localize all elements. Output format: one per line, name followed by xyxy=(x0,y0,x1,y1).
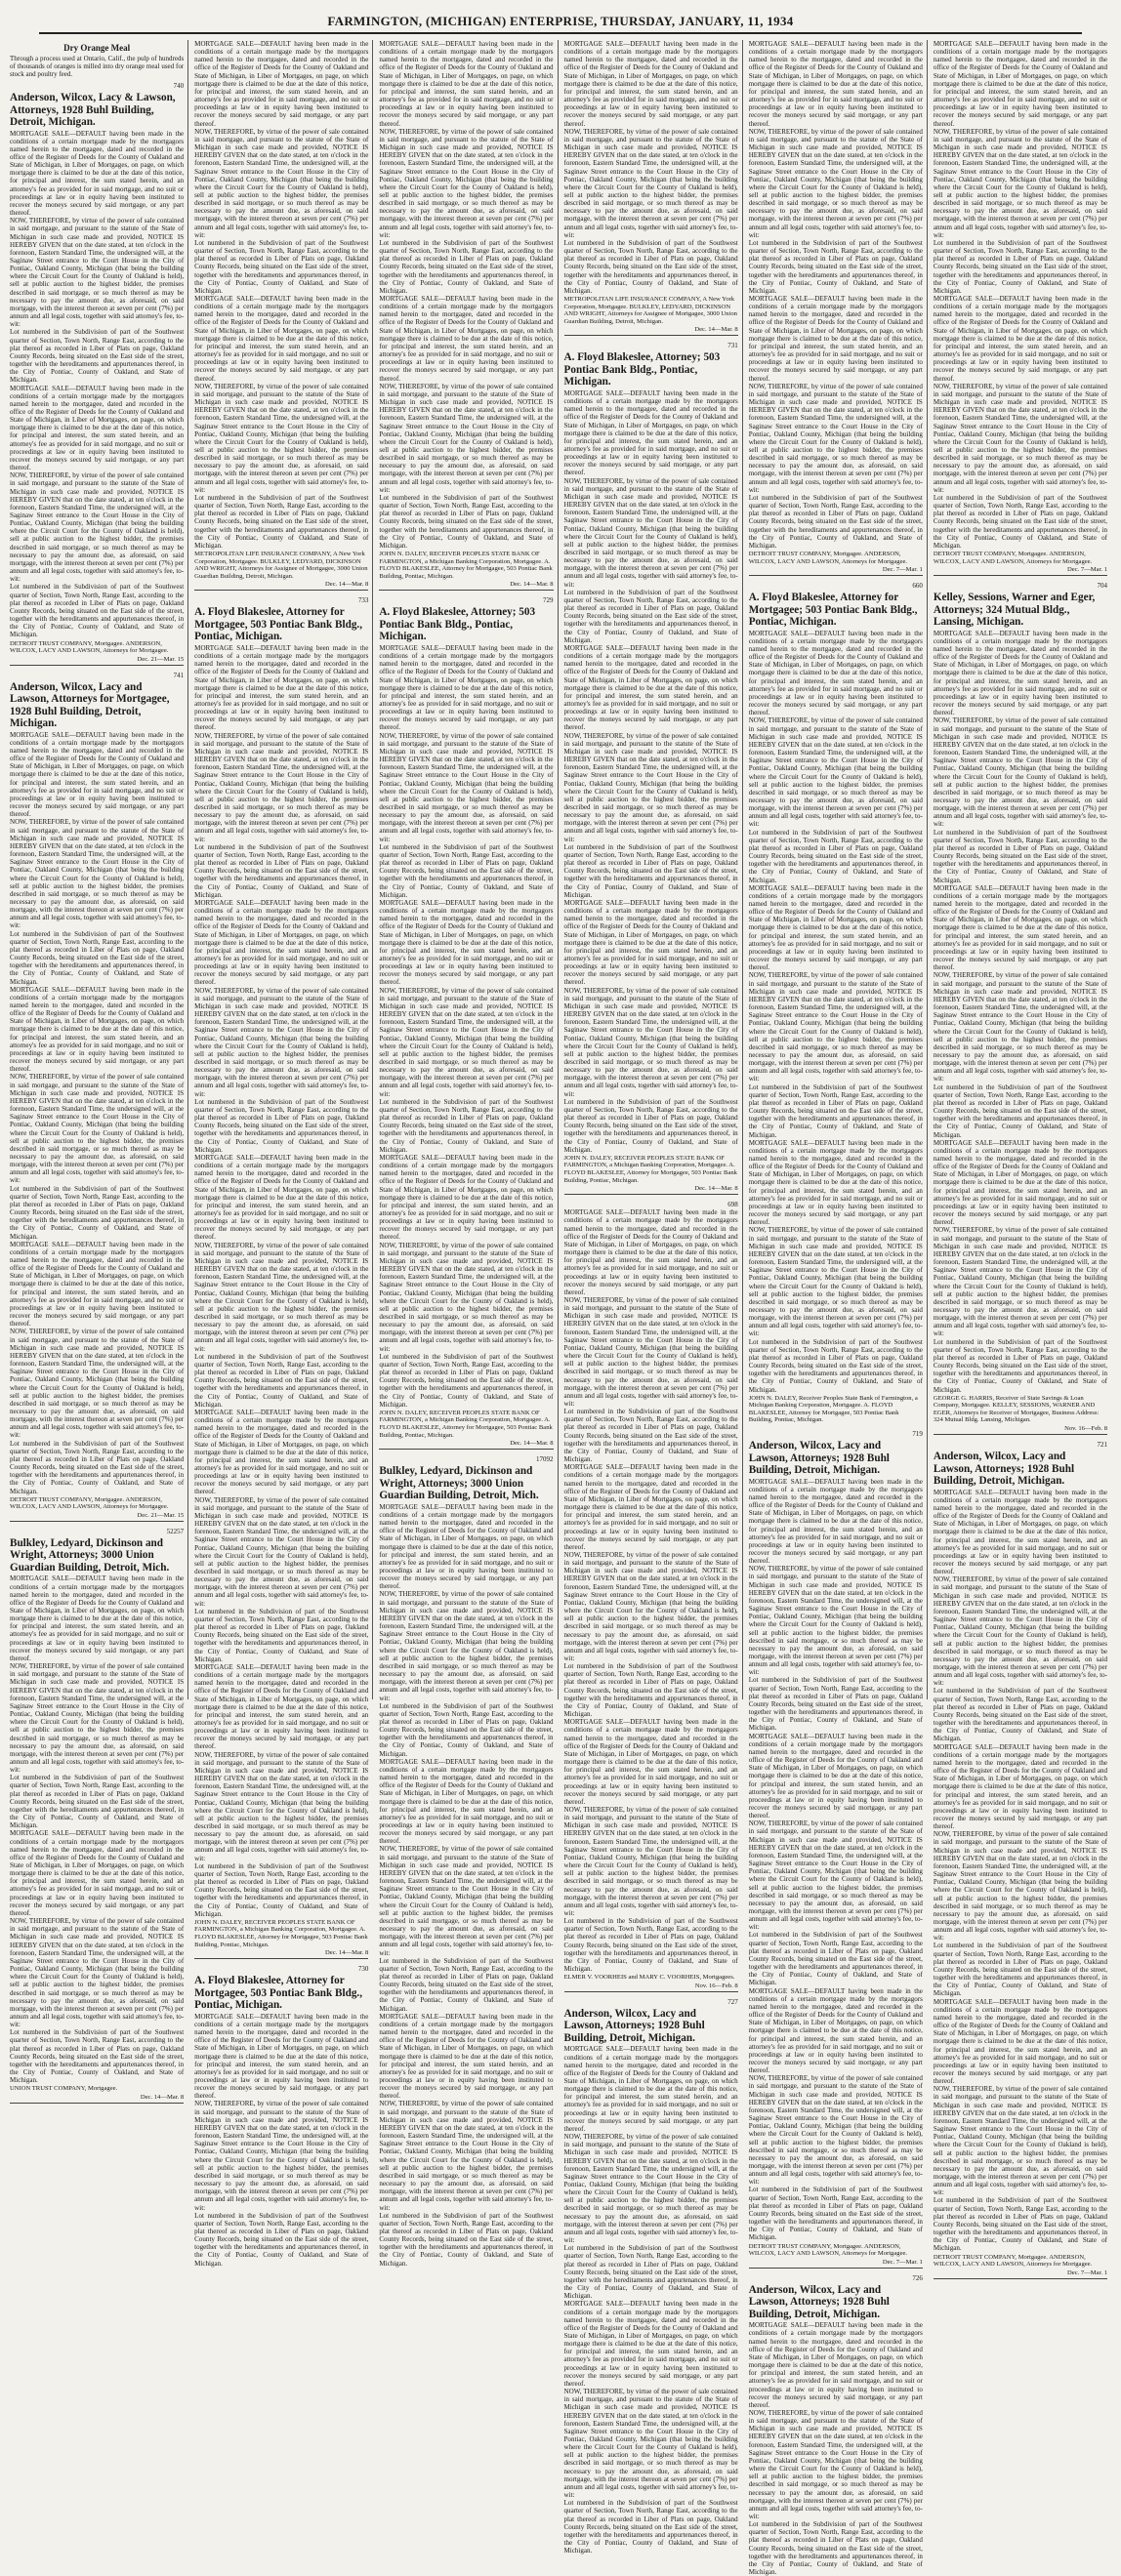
column-3 xyxy=(379,40,558,2268)
notice-body: Lot numbered in the Subdivision of part of the Southwest quarter of Section, Town North, Range East, according to the plat thereof as recorded in Liber of Plats on page, Oakland County Records, being situated on the East side of the street, together with the hereditaments and appurtenances thereof, in the City of Pontiac, County of Oakland, and State of Michigan. xyxy=(10,2028,185,2085)
notice-body: Lot numbered in the Subdivision of part of the Southwest quarter of Section, Town North, Range East, according to the plat thereof as recorded in Liber of Plats on page, Oakland County Records, being situated on the East side of the street, together with the hereditaments and appurtenances thereof, in the City of Pontiac, County of Oakland, and State of Michigan. xyxy=(748,1337,923,1394)
legal-notice xyxy=(194,596,368,1959)
notice-body: MORTGAGE SALE—DEFAULT having been made in the conditions of a certain mortgage made by the mortgagors named herein to the mortgagee, dated and recorded in the office of the Register of Deeds for the County of Oakland and State of Michigan, in Liber of Mortgages, on page, on which mortgage there is claimed to be due at the date of this notice, for principal and interest, the sum stated herein, and an attorney's fee as provided for in said mortgage, and no suit or proceedings at law or in equity having been instituted to recover the moneys secured by said mortgage, or any part thereof. xyxy=(379,1757,554,1846)
notice-body: Lot numbered in the Subdivision of part of the Southwest quarter of Section, Town North, Range East, according to the plat thereof as recorded in Liber of Plats on page, Oakland County Records, being situated on the East side of the street, together with the hereditaments and appurtenances thereof, in the City of Pontiac, County of Oakland, and State of Michigan. xyxy=(194,238,369,295)
legal-notice xyxy=(934,40,1107,576)
notice-body: MORTGAGE SALE—DEFAULT having been made in the conditions of a certain mortgage made by the mortgagors named herein to the mortgagee, dated and recorded in the office of the Register of Deeds for the County of Oakland and State of Michigan, in Liber of Mortgages, on page, on which mortgage there is claimed to be due at the date of this notice, for principal and interest, the sum stated herein, and an attorney's fee as provided for in said mortgage, and no suit or proceedings at law or in equity having been instituted to recover the moneys secured by said mortgage, or any part thereof. xyxy=(933,883,1108,972)
notice-signature: DETROIT TRUST COMPANY, Mortgagee. ANDERSON, WILCOX, LACY AND LAWSON, Attorneys for Mortgagee. xyxy=(933,2253,1093,2269)
notice-body: Lot numbered in the Subdivision of part of the Southwest quarter of Section, Town North, Range East, according to the plat thereof as recorded in Liber of Plats on page, Oakland County Records, being situated on the East side of the street, together with the hereditaments and appurtenances thereof, in the City of Pontiac, County of Oakland, and State of Michigan. xyxy=(10,1774,185,1830)
notice-body: Lot numbered in the Subdivision of part of the Southwest quarter of Section, Town North, Range East, according to the plat thereof as recorded in Liber of Plats on page, Oakland County Records, being situated on the East side of the street, together with the hereditaments and appurtenances thereof, in the City of Pontiac, County of Oakland, and State of Michigan. xyxy=(379,1352,554,1409)
notice-body: NOW, THEREFORE, by virtue of the power of sale contained in said mortgage, and pursuant to the statute of the State of Michigan in such case made and provided, NOTICE IS HEREBY GIVEN that on the date stated, at ten o'clock in the forenoon, Eastern Standard Time, the undersigned will, at the Saginaw Street entrance to the Court House in the City of Pontiac, Oakland County, Michigan (that being the building where the Circuit Court for the County of Oakland is held), sell at public auction to the highest bidder, the premises described in said mortgage, or so much thereof as may be necessary to pay the amount due, as aforesaid, on said mortgage, with the interest thereon at seven per cent (7%) per annum and all legal costs, together with said attorney's fee, to-wit: xyxy=(379,731,554,843)
notice-heading: Bulkley, Ledyard, Dickinson and Wright, Attorneys; 3000 Union Guardian Building, Detroit, Mich. xyxy=(10,1536,170,1574)
notice-body: Lot numbered in the Subdivision of part of the Southwest quarter of Section, Town North, Range East, according to the plat thereof as recorded in Liber of Plats on page, Oakland County Records, being situated on the East side of the street, together with the hereditaments and appurtenances thereof, in the City of Pontiac, County of Oakland, and State of Michigan. xyxy=(933,1337,1108,1394)
notice-body: MORTGAGE SALE—DEFAULT having been made in the conditions of a certain mortgage made by the mortgagors named herein to the mortgagee, dated and recorded in the office of the Register of Deeds for the County of Oakland and State of Michigan, in Liber of Mortgages, on page, on which mortgage there is claimed to be due at the date of this notice, for principal and interest, the sum stated herein, and an attorney's fee as provided for in said mortgage, and no suit or proceedings at law or in equity having been instituted to recover the moneys secured by said mortgage, or any part thereof. xyxy=(10,384,185,472)
notice-body: NOW, THEREFORE, by virtue of the power of sale contained in said mortgage, and pursuant to the statute of the State of Michigan in such case made and provided, NOTICE IS HEREBY GIVEN that on the date stated, at ten o'clock in the forenoon, Eastern Standard Time, the undersigned will, at the Saginaw Street entrance to the Court House in the City of Pontiac, Oakland County, Michigan (that being the building where the Circuit Court for the County of Oakland is held), sell at public auction to the highest bidder, the premises described in said mortgage, or so much thereof as may be necessary to pay the amount due, as aforesaid, on said mortgage, with the interest thereon at seven per cent (7%) per annum and all legal costs, together with said attorney's fee, to-wit: xyxy=(379,1241,554,1353)
notice-body: Lot numbered in the Subdivision of part of the Southwest quarter of Section, Town North, Range East, according to the plat thereof as recorded in Liber of Plats on page, Oakland County Records, being situated on the East side of the street, together with the hereditaments and appurtenances thereof, in the City of Pontiac, County of Oakland, and State of Michigan. xyxy=(379,2211,554,2268)
notice-run-dates: Dec. 14—Mar. 8 xyxy=(10,2094,184,2104)
notice-body: MORTGAGE SALE—DEFAULT having been made in the conditions of a certain mortgage made by the mortgagors named herein to the mortgagee, dated and recorded in the office of the Register of Deeds for the County of Oakland and State of Michigan, in Liber of Mortgages, on page, on which mortgage there is claimed to be due at the date of this notice, for principal and interest, the sum stated herein, and an attorney's fee as provided for in said mortgage, and no suit or proceedings at law or in equity having been instituted to recover the moneys secured by said mortgage, or any part thereof. xyxy=(563,1208,738,1296)
notice-body: Lot numbered in the Subdivision of part of the Southwest quarter of Section, Town North, Range East, according to the plat thereof as recorded in Liber of Plats on page, Oakland County Records, being situated on the East side of the street, together with the hereditaments and appurtenances thereof, in the City of Pontiac, County of Oakland, and State of Michigan. xyxy=(10,583,185,639)
legal-notice xyxy=(749,2274,923,2576)
notice-number: 741 xyxy=(173,671,185,679)
notice-body: Lot numbered in the Subdivision of part of the Southwest quarter of Section, Town North, Range East, according to the plat thereof as recorded in Liber of Plats on page, Oakland County Records, being situated on the East side of the street, together with the hereditaments and appurtenances thereof, in the City of Pontiac, County of Oakland, and State of Michigan. xyxy=(379,238,554,295)
notice-body: MORTGAGE SALE—DEFAULT having been made in the conditions of a certain mortgage made by the mortgagors named herein to the mortgagee, dated and recorded in the office of the Register of Deeds for the County of Oakland and State of Michigan, in Liber of Mortgages, on page, on which mortgage there is claimed to be due at the date of this notice, for principal and interest, the sum stated herein, and an attorney's fee as provided for in said mortgage, and no suit or proceedings at law or in equity having been instituted to recover the moneys secured by said mortgage, or any part thereof. xyxy=(10,985,185,1074)
notice-body: NOW, THEREFORE, by virtue of the power of sale contained in said mortgage, and pursuant to the statute of the State of Michigan in such case made and provided, NOTICE IS HEREBY GIVEN that on the date stated, at ten o'clock in the forenoon, Eastern Standard Time, the undersigned will, at the Saginaw Street entrance to the Court House in the City of Pontiac, Oakland County, Michigan (that being the building where the Circuit Court for the County of Oakland is held), sell at public auction to the highest bidder, the premises described in said mortgage, or so much thereof as may be necessary to pay the amount due, as aforesaid, on said mortgage, with the interest thereon at seven per cent (7%) per annum and all legal costs, together with said attorney's fee, to-wit: xyxy=(194,1241,369,1353)
notice-number: 721 xyxy=(1097,1441,1108,1450)
notice-heading: Kelley, Sessions, Warner and Eger, Attorneys; 324 Mutual Bldg., Lansing, Michigan. xyxy=(933,592,1096,629)
notice-body: NOW, THEREFORE, by virtue of the power of sale contained in said mortgage, and pursuant to the statute of the State of Michigan in such case made and provided, NOTICE IS HEREBY GIVEN that on the date stated, at ten o'clock in the forenoon, Eastern Standard Time, the undersigned will, at the Saginaw Street entrance to the Court House in the City of Pontiac, Oakland County, Michigan (that being the building where the Circuit Court for the County of Oakland is held), sell at public auction to the highest bidder, the premises described in said mortgage, or so much thereof as may be necessary to pay the amount due, as aforesaid, on said mortgage, with the interest thereon at seven per cent (7%) per annum and all legal costs, together with said attorney's fee, to-wit: xyxy=(563,476,738,589)
notice-body: MORTGAGE SALE—DEFAULT having been made in the conditions of a certain mortgage made by the mortgagors named herein to the mortgagee, dated and recorded in the office of the Register of Deeds for the County of Oakland and State of Michigan, in Liber of Mortgages, on page, on which mortgage there is claimed to be due at the date of this notice, for principal and interest, the sum stated herein, and an attorney's fee as provided for in said mortgage, and no suit or proceedings at law or in equity having been instituted to recover the moneys secured by said mortgage, or any part thereof. xyxy=(933,295,1108,383)
legal-notice xyxy=(749,40,923,576)
notice-body: MORTGAGE SALE—DEFAULT having been made in the conditions of a certain mortgage made by the mortgagors named herein to the mortgagee, dated and recorded in the office of the Register of Deeds for the County of Oakland and State of Michigan, in Liber of Mortgages, on page, on which mortgage there is claimed to be due at the date of this notice, for principal and interest, the sum stated herein, and an attorney's fee as provided for in said mortgage, and no suit or proceedings at law or in equity having been instituted to recover the moneys secured by said mortgage, or any part thereof. xyxy=(379,295,554,383)
notice-run-dates: Nov. 16—Feb. 8 xyxy=(564,1983,738,1992)
notice-number: 660 xyxy=(912,582,923,591)
notice-body: NOW, THEREFORE, by virtue of the power of sale contained in said mortgage, and pursuant to the statute of the State of Michigan in such case made and provided, NOTICE IS HEREBY GIVEN that on the date stated, at ten o'clock in the forenoon, Eastern Standard Time, the undersigned will, at the Saginaw Street entrance to the Court House in the City of Pontiac, Oakland County, Michigan (that being the building where the Circuit Court for the County of Oakland is held), sell at public auction to the highest bidder, the premises described in said mortgage, or so much thereof as may be necessary to pay the amount due, as aforesaid, on said mortgage, with the interest thereon at seven per cent (7%) per annum and all legal costs, together with said attorney's fee, to-wit: xyxy=(10,1328,185,1440)
notice-body: NOW, THEREFORE, by virtue of the power of sale contained in said mortgage, and pursuant to the statute of the State of Michigan in such case made and provided, NOTICE IS HEREBY GIVEN that on the date stated, at ten o'clock in the forenoon, Eastern Standard Time, the undersigned will, at the Saginaw Street entrance to the Court House in the City of Pontiac, Oakland County, Michigan (that being the building where the Circuit Court for the County of Oakland is held), sell at public auction to the highest bidder, the premises described in said mortgage, or so much thereof as may be necessary to pay the amount due, as aforesaid, on said mortgage, with the interest thereon at seven per cent (7%) per annum and all legal costs, together with said attorney's fee, to-wit: xyxy=(748,127,923,239)
notice-body: NOW, THEREFORE, by virtue of the power of sale contained in said mortgage, and pursuant to the statute of the State of Michigan in such case made and provided, NOTICE IS HEREBY GIVEN that on the date stated, at ten o'clock in the forenoon, Eastern Standard Time, the undersigned will, at the Saginaw Street entrance to the Court House in the City of Pontiac, Oakland County, Michigan (that being the building where the Circuit Court for the County of Oakland is held), sell at public auction to the highest bidder, the premises described in said mortgage, or so much thereof as may be necessary to pay the amount due, as aforesaid, on said mortgage, with the interest thereon at seven per cent (7%) per annum and all legal costs, together with said attorney's fee, to-wit: xyxy=(194,127,369,239)
notice-signature: JOHN N. DALEY, RECEIVER PEOPLES STATE BANK OF FARMINGTON, a Michigan Banking Corporation, Mortgagee. A. FLOYD BLAKESLEE, Attorney for Mortgagee, 503 Pontiac Bank Building, Pontiac, Michigan. xyxy=(379,1409,553,1439)
short-item-title: Dry Orange Meal xyxy=(63,43,131,53)
notice-number: 740 xyxy=(173,82,185,90)
notice-body: MORTGAGE SALE—DEFAULT having been made in the conditions of a certain mortgage made by the mortgagors named herein to the mortgagee, dated and recorded in the office of the Register of Deeds for the County of Oakland and State of Michigan, in Liber of Mortgages, on page, on which mortgage there is claimed to be due at the date of this notice, for principal and interest, the sum stated herein, and an attorney's fee as provided for in said mortgage, and no suit or proceedings at law or in equity having been instituted to recover the moneys secured by said mortgage, or any part thereof. xyxy=(10,1574,185,1662)
notice-run-dates: Dec. 7—Mar. 1 xyxy=(934,566,1107,576)
notice-signature: UNION TRUST COMPANY, Mortgagee. xyxy=(10,2085,118,2093)
legal-notice xyxy=(379,596,553,1450)
notice-run-dates: Dec. 21—Mar. 15 xyxy=(10,656,184,666)
legal-notice xyxy=(934,582,1107,1435)
notice-heading: A. Floyd Blakeslee, Attorney for Mortgagee, 503 Pontiac Bank Bldg., Pontiac, Michigan. xyxy=(194,1975,363,2012)
notice-body: NOW, THEREFORE, by virtue of the power of sale contained in said mortgage, and pursuant to the statute of the State of Michigan in such case made and provided, NOTICE IS HEREBY GIVEN that on the date stated, at ten o'clock in the forenoon, Eastern Standard Time, the undersigned will, at the Saginaw Street entrance to the Court House in the City of Pontiac, Oakland County, Michigan (that being the building where the Circuit Court for the County of Oakland is held), sell at public auction to the highest bidder, the premises described in said mortgage, or so much thereof as may be necessary to pay the amount due, as aforesaid, on said mortgage, with the interest thereon at seven per cent (7%) per annum and all legal costs, together with said attorney's fee, to-wit: xyxy=(933,2085,1108,2197)
legal-notice xyxy=(749,1430,923,2269)
notice-body: MORTGAGE SALE—DEFAULT having been made in the conditions of a certain mortgage made by the mortgagors named herein to the mortgagee, dated and recorded in the office of the Register of Deeds for the County of Oakland and State of Michigan, in Liber of Mortgages, on page, on which mortgage there is claimed to be due at the date of this notice, for principal and interest, the sum stated herein, and an attorney's fee as provided for in said mortgage, and no suit or proceedings at law or in equity having been instituted to recover the moneys secured by said mortgage, or any part thereof. xyxy=(933,1742,1108,1831)
notice-body: MORTGAGE SALE—DEFAULT having been made in the conditions of a certain mortgage made by the mortgagors named herein to the mortgagee, dated and recorded in the office of the Register of Deeds for the County of Oakland and State of Michigan, in Liber of Mortgages, on page, on which mortgage there is claimed to be due at the date of this notice, for principal and interest, the sum stated herein, and an attorney's fee as provided for in said mortgage, and no suit or proceedings at law or in equity having been instituted to recover the moneys secured by said mortgage, or any part thereof. xyxy=(563,1718,738,1806)
notice-body: NOW, THEREFORE, by virtue of the power of sale contained in said mortgage, and pursuant to the statute of the State of Michigan in such case made and provided, NOTICE IS HEREBY GIVEN that on the date stated, at ten o'clock in the forenoon, Eastern Standard Time, the undersigned will, at the Saginaw Street entrance to the Court House in the City of Pontiac, Oakland County, Michigan (that being the building where the Circuit Court for the County of Oakland is held), sell at public auction to the highest bidder, the premises described in said mortgage, or so much thereof as may be necessary to pay the amount due, as aforesaid, on said mortgage, with the interest thereon at seven per cent (7%) per annum and all legal costs, together with said attorney's fee, to-wit: xyxy=(933,382,1108,494)
notice-signature: DETROIT TRUST COMPANY, Mortgagee. ANDERSON, WILCOX, LACY AND LAWSON, Attorneys for Mortgagee. xyxy=(933,551,1093,565)
notice-signature: DETROIT TRUST COMPANY, Mortgagee. ANDERSON, WILCOX, LACY AND LAWSON, Attorneys for Mortgagee. xyxy=(10,639,169,655)
notice-body: Lot numbered in the Subdivision of part of the Southwest quarter of Section, Town North, Range East, according to the plat thereof as recorded in Liber of Plats on page, Oakland County Records, being situated on the East side of the street, together with the hereditaments and appurtenances thereof, in the City of Pontiac, County of Oakland, and State of Michigan. xyxy=(10,328,185,385)
notice-body: NOW, THEREFORE, by virtue of the power of sale contained in said mortgage, and pursuant to the statute of the State of Michigan in such case made and provided, NOTICE IS HEREBY GIVEN that on the date stated, at ten o'clock in the forenoon, Eastern Standard Time, the undersigned will, at the Saginaw Street entrance to the Court House in the City of Pontiac, Oakland County, Michigan (that being the building where the Circuit Court for the County of Oakland is held), sell at public auction to the highest bidder, the premises described in said mortgage, or so much thereof as may be necessary to pay the amount due, as aforesaid, on said mortgage, with the interest thereon at seven per cent (7%) per annum and all legal costs, together with said attorney's fee, to-wit: xyxy=(379,382,554,494)
notice-body: NOW, THEREFORE, by virtue of the power of sale contained in said mortgage, and pursuant to the statute of the State of Michigan in such case made and provided, NOTICE IS HEREBY GIVEN that on the date stated, at ten o'clock in the forenoon, Eastern Standard Time, the undersigned will, at the Saginaw Street entrance to the Court House in the City of Pontiac, Oakland County, Michigan (that being the building where the Circuit Court for the County of Oakland is held), sell at public auction to the highest bidder, the premises described in said mortgage, or so much thereof as may be necessary to pay the amount due, as aforesaid, on said mortgage, with the interest thereon at seven per cent (7%) per annum and all legal costs, together with said attorney's fee, to-wit: xyxy=(933,1226,1108,1338)
notice-body: MORTGAGE SALE—DEFAULT having been made in the conditions of a certain mortgage made by the mortgagors named herein to the mortgagee, dated and recorded in the office of the Register of Deeds for the County of Oakland and State of Michigan, in Liber of Mortgages, on page, on which mortgage there is claimed to be due at the date of this notice, for principal and interest, the sum stated herein, and an attorney's fee as provided for in said mortgage, and no suit or proceedings at law or in equity having been instituted to recover the moneys secured by said mortgage, or any part thereof. xyxy=(748,1477,923,1566)
notice-body: Lot numbered in the Subdivision of part of the Southwest quarter of Section, Town North, Range East, according to the plat thereof as recorded in Liber of Plats on page, Oakland County Records, being situated on the East side of the street, together with the hereditaments and appurtenances thereof, in the City of Pontiac, County of Oakland, and State of Michigan. xyxy=(933,238,1108,295)
notice-body: Lot numbered in the Subdivision of part of the Southwest quarter of Section, Town North, Range East, according to the plat thereof as recorded in Liber of Plats on page, Oakland County Records, being situated on the East side of the street, together with the hereditaments and appurtenances thereof, in the City of Pontiac, County of Oakland, and State of Michigan. xyxy=(933,828,1108,884)
notice-body: NOW, THEREFORE, by virtue of the power of sale contained in said mortgage, and pursuant to the statute of the State of Michigan in such case made and provided, NOTICE IS HEREBY GIVEN that on the date stated, at ten o'clock in the forenoon, Eastern Standard Time, the undersigned will, at the Saginaw Street entrance to the Court House in the City of Pontiac, Oakland County, Michigan (that being the building where the Circuit Court for the County of Oakland is held), sell at public auction to the highest bidder, the premises described in said mortgage, or so much thereof as may be necessary to pay the amount due, as aforesaid, on said mortgage, with the interest thereon at seven per cent (7%) per annum and all legal costs, together with said attorney's fee, to-wit: xyxy=(933,127,1108,239)
notice-body: MORTGAGE SALE—DEFAULT having been made in the conditions of a certain mortgage made by the mortgagors named herein to the mortgagee, dated and recorded in the office of the Register of Deeds for the County of Oakland and State of Michigan, in Liber of Mortgages, on page, on which mortgage there is claimed to be due at the date of this notice, for principal and interest, the sum stated herein, and an attorney's fee as provided for in said mortgage, and no suit or proceedings at law or in equity having been instituted to recover the moneys secured by said mortgage, or any part thereof. xyxy=(379,2012,554,2101)
notice-body: NOW, THEREFORE, by virtue of the power of sale contained in said mortgage, and pursuant to the statute of the State of Michigan in such case made and provided, NOTICE IS HEREBY GIVEN that on the date stated, at ten o'clock in the forenoon, Eastern Standard Time, the undersigned will, at the Saginaw Street entrance to the Court House in the City of Pontiac, Oakland County, Michigan (that being the building where the Circuit Court for the County of Oakland is held), sell at public auction to the highest bidder, the premises described in said mortgage, or so much thereof as may be necessary to pay the amount due, as aforesaid, on said mortgage, with the interest thereon at seven per cent (7%) per annum and all legal costs, together with said attorney's fee, to-wit: xyxy=(748,2408,923,2520)
notice-heading: Anderson, Wilcox, Lacy and Lawson, Attorneys for Mortgagee, 1928 Buhl Building, Detroit, Michigan. xyxy=(10,680,170,730)
notice-body: NOW, THEREFORE, by virtue of the power of sale contained in said mortgage, and pursuant to the statute of the State of Michigan in such case made and provided, NOTICE IS HEREBY GIVEN that on the date stated, at ten o'clock in the forenoon, Eastern Standard Time, the undersigned will, at the Saginaw Street entrance to the Court House in the City of Pontiac, Oakland County, Michigan (that being the building where the Circuit Court for the County of Oakland is held), sell at public auction to the highest bidder, the premises described in said mortgage, or so much thereof as may be necessary to pay the amount due, as aforesaid, on said mortgage, with the interest thereon at seven per cent (7%) per annum and all legal costs, together with said attorney's fee, to-wit: xyxy=(748,2074,923,2187)
notice-body: Lot numbered in the Subdivision of part of the Southwest quarter of Section, Town North, Range East, according to the plat thereof as recorded in Liber of Plats on page, Oakland County Records, being situated on the East side of the street, together with the hereditaments and appurtenances thereof, in the City of Pontiac, County of Oakland, and State of Michigan. xyxy=(563,1408,738,1464)
notice-body: MORTGAGE SALE—DEFAULT having been made in the conditions of a certain mortgage made by the mortgagors named herein to the mortgagee, dated and recorded in the office of the Register of Deeds for the County of Oakland and State of Michigan, in Liber of Mortgages, on page, on which mortgage there is claimed to be due at the date of this notice, for principal and interest, the sum stated herein, and an attorney's fee as provided for in said mortgage, and no suit or proceedings at law or in equity having been instituted to recover the moneys secured by said mortgage, or any part thereof. xyxy=(379,643,554,732)
notice-body: Lot numbered in the Subdivision of part of the Southwest quarter of Section, Town North, Range East, according to the plat thereof as recorded in Liber of Plats on page, Oakland County Records, being situated on the East side of the street, together with the hereditaments and appurtenances thereof, in the City of Pontiac, County of Oakland, and State of Michigan. xyxy=(194,842,369,899)
notice-body: MORTGAGE SALE—DEFAULT having been made in the conditions of a certain mortgage made by the mortgagors named herein to the mortgagee, dated and recorded in the office of the Register of Deeds for the County of Oakland and State of Michigan, in Liber of Mortgages, on page, on which mortgage there is claimed to be due at the date of this notice, for principal and interest, the sum stated herein, and an attorney's fee as provided for in said mortgage, and no suit or proceedings at law or in equity having been instituted to recover the moneys secured by said mortgage, or any part thereof. xyxy=(933,1997,1108,2086)
column-4 xyxy=(563,40,743,2556)
notice-run-dates: Dec. 14—Mar. 8 xyxy=(379,581,553,591)
notice-body: Lot numbered in the Subdivision of part of the Southwest quarter of Section, Town North, Range East, according to the plat thereof as recorded in Liber of Plats on page, Oakland County Records, being situated on the East side of the street, together with the hereditaments and appurtenances thereof, in the City of Pontiac, County of Oakland, and State of Michigan. xyxy=(194,493,369,550)
notice-body: MORTGAGE SALE—DEFAULT having been made in the conditions of a certain mortgage made by the mortgagors named herein to the mortgagee, dated and recorded in the office of the Register of Deeds for the County of Oakland and State of Michigan, in Liber of Mortgages, on page, on which mortgage there is claimed to be due at the date of this notice, for principal and interest, the sum stated herein, and an attorney's fee as provided for in said mortgage, and no suit or proceedings at law or in equity having been instituted to recover the moneys secured by said mortgage, or any part thereof. xyxy=(933,1138,1108,1227)
notice-body: MORTGAGE SALE—DEFAULT having been made in the conditions of a certain mortgage made by the mortgagors named herein to the mortgagee, dated and recorded in the office of the Register of Deeds for the County of Oakland and State of Michigan, in Liber of Mortgages, on page, on which mortgage there is claimed to be due at the date of this notice, for principal and interest, the sum stated herein, and an attorney's fee as provided for in said mortgage, and no suit or proceedings at law or in equity having been instituted to recover the moneys secured by said mortgage, or any part thereof. xyxy=(10,1829,185,1917)
notice-heading: Anderson, Wilcox, Lacy and Lawson, Attorneys; 1928 Buhl Building, Detroit, Michigan. xyxy=(748,1440,890,1477)
notice-body: Lot numbered in the Subdivision of part of the Southwest quarter of Section, Town North, Range East, according to the plat thereof as recorded in Liber of Plats on page, Oakland County Records, being situated on the East side of the street, together with the hereditaments and appurtenances thereof, in the City of Pontiac, County of Oakland, and State of Michigan. xyxy=(933,1942,1108,1998)
notice-body: NOW, THEREFORE, by virtue of the power of sale contained in said mortgage, and pursuant to the statute of the State of Michigan in such case made and provided, NOTICE IS HEREBY GIVEN that on the date stated, at ten o'clock in the forenoon, Eastern Standard Time, the undersigned will, at the Saginaw Street entrance to the Court House in the City of Pontiac, Oakland County, Michigan (that being the building where the Circuit Court for the County of Oakland is held), sell at public auction to the highest bidder, the premises described in said mortgage, or so much thereof as may be necessary to pay the amount due, as aforesaid, on said mortgage, with the interest thereon at seven per cent (7%) per annum and all legal costs, together with said attorney's fee, to-wit: xyxy=(194,382,369,494)
notice-body: MORTGAGE SALE—DEFAULT having been made in the conditions of a certain mortgage made by the mortgagors named herein to the mortgagee, dated and recorded in the office of the Register of Deeds for the County of Oakland and State of Michigan, in Liber of Mortgages, on page, on which mortgage there is claimed to be due at the date of this notice, for principal and interest, the sum stated herein, and an attorney's fee as provided for in said mortgage, and no suit or proceedings at law or in equity having been instituted to recover the moneys secured by said mortgage, or any part thereof. xyxy=(563,40,738,128)
notice-number: 719 xyxy=(912,1430,923,1439)
notice-body: MORTGAGE SALE—DEFAULT having been made in the conditions of a certain mortgage made by the mortgagors named herein to the mortgagee, dated and recorded in the office of the Register of Deeds for the County of Oakland and State of Michigan, in Liber of Mortgages, on page, on which mortgage there is claimed to be due at the date of this notice, for principal and interest, the sum stated herein, and an attorney's fee as provided for in said mortgage, and no suit or proceedings at law or in equity having been instituted to recover the moneys secured by said mortgage, or any part thereof. xyxy=(194,643,369,732)
notice-body: Lot numbered in the Subdivision of part of the Southwest quarter of Section, Town North, Range East, according to the plat thereof as recorded in Liber of Plats on page, Oakland County Records, being situated on the East side of the street, together with the hereditaments and appurtenances thereof, in the City of Pontiac, County of Oakland, and State of Michigan. xyxy=(563,1662,738,1719)
notice-number: 52257 xyxy=(166,1527,185,1535)
notice-body: NOW, THEREFORE, by virtue of the power of sale contained in said mortgage, and pursuant to the statute of the State of Michigan in such case made and provided, NOTICE IS HEREBY GIVEN that on the date stated, at ten o'clock in the forenoon, Eastern Standard Time, the undersigned will, at the Saginaw Street entrance to the Court House in the City of Pontiac, Oakland County, Michigan (that being the building where the Circuit Court for the County of Oakland is held), sell at public auction to the highest bidder, the premises described in said mortgage, or so much thereof as may be necessary to pay the amount due, as aforesaid, on said mortgage, with the interest thereon at seven per cent (7%) per annum and all legal costs, together with said attorney's fee, to-wit: xyxy=(379,2100,554,2212)
notice-body: Lot numbered in the Subdivision of part of the Southwest quarter of Section, Town North, Range East, according to the plat thereof as recorded in Liber of Plats on page, Oakland County Records, being situated on the East side of the street, together with the hereditaments and appurtenances thereof, in the City of Pontiac, County of Oakland, and State of Michigan. xyxy=(10,1184,185,1241)
notice-signature: JOHN N. DALEY, Receiver Peoples State Bank of Farmington, a Michigan Banking Corporation, Mortgagee. A. FLOYD BLAKESLEE, Attorney for Mortgagee, 503 Pontiac Bank Building, Pontiac, Michigan. xyxy=(748,1394,918,1424)
notice-signature: METROPOLITAN LIFE INSURANCE COMPANY, A New York Corporation, Mortgagee. BULKLEY, LEDYARD, DICKINSON AND WRIGHT, Attorneys for Assignee of Mortgagee, 3000 Union Guardian Building, Detroit, Michigan. xyxy=(563,296,737,325)
notice-run-dates: Dec. 7—Mar. 1 xyxy=(749,2259,923,2269)
notice-body: Lot numbered in the Subdivision of part of the Southwest quarter of Section, Town North, Range East, according to the plat thereof as recorded in Liber of Plats on page, Oakland County Records, being situated on the East side of the street, together with the hereditaments and appurtenances thereof, in the City of Pontiac, County of Oakland, and State of Michigan. xyxy=(748,2520,923,2576)
notice-body: NOW, THEREFORE, by virtue of the power of sale contained in said mortgage, and pursuant to the statute of the State of Michigan in such case made and provided, NOTICE IS HEREBY GIVEN that on the date stated, at ten o'clock in the forenoon, Eastern Standard Time, the undersigned will, at the Saginaw Street entrance to the Court House in the City of Pontiac, Oakland County, Michigan (that being the building where the Circuit Court for the County of Oakland is held), sell at public auction to the highest bidder, the premises described in said mortgage, or so much thereof as may be necessary to pay the amount due, as aforesaid, on said mortgage, with the interest thereon at seven per cent (7%) per annum and all legal costs, together with said attorney's fee, to-wit: xyxy=(10,1073,185,1185)
notice-body: NOW, THEREFORE, by virtue of the power of sale contained in said mortgage, and pursuant to the statute of the State of Michigan in such case made and provided, NOTICE IS HEREBY GIVEN that on the date stated, at ten o'clock in the forenoon, Eastern Standard Time, the undersigned will, at the Saginaw Street entrance to the Court House in the City of Pontiac, Oakland County, Michigan (that being the building where the Circuit Court for the County of Oakland is held), sell at public auction to the highest bidder, the premises described in said mortgage, or so much thereof as may be necessary to pay the amount due, as aforesaid, on said mortgage, with the interest thereon at seven per cent (7%) per annum and all legal costs, together with said attorney's fee, to-wit: xyxy=(379,986,554,1098)
notice-body: MORTGAGE SALE—DEFAULT having been made in the conditions of a certain mortgage made by the mortgagors named herein to the mortgagee, dated and recorded in the office of the Register of Deeds for the County of Oakland and State of Michigan, in Liber of Mortgages, on page, on which mortgage there is claimed to be due at the date of this notice, for principal and interest, the sum stated herein, and an attorney's fee as provided for in said mortgage, and no suit or proceedings at law or in equity having been instituted to recover the moneys secured by said mortgage, or any part thereof. xyxy=(194,1408,369,1496)
notice-body: MORTGAGE SALE—DEFAULT having been made in the conditions of a certain mortgage made by the mortgagors named herein to the mortgagee, dated and recorded in the office of the Register of Deeds for the County of Oakland and State of Michigan, in Liber of Mortgages, on page, on which mortgage there is claimed to be due at the date of this notice, for principal and interest, the sum stated herein, and an attorney's fee as provided for in said mortgage, and no suit or proceedings at law or in equity having been instituted to recover the moneys secured by said mortgage, or any part thereof. xyxy=(194,898,369,987)
notice-body: NOW, THEREFORE, by virtue of the power of sale contained in said mortgage, and pursuant to the statute of the State of Michigan in such case made and provided, NOTICE IS HEREBY GIVEN that on the date stated, at ten o'clock in the forenoon, Eastern Standard Time, the undersigned will, at the Saginaw Street entrance to the Court House in the City of Pontiac, Oakland County, Michigan (that being the building where the Circuit Court for the County of Oakland is held), sell at public auction to the highest bidder, the premises described in said mortgage, or so much thereof as may be necessary to pay the amount due, as aforesaid, on said mortgage, with the interest thereon at seven per cent (7%) per annum and all legal costs, together with said attorney's fee, to-wit: xyxy=(933,1830,1108,1942)
notice-body: NOW, THEREFORE, by virtue of the power of sale contained in said mortgage, and pursuant to the statute of the State of Michigan in such case made and provided, NOTICE IS HEREBY GIVEN that on the date stated, at ten o'clock in the forenoon, Eastern Standard Time, the undersigned will, at the Saginaw Street entrance to the Court House in the City of Pontiac, Oakland County, Michigan (that being the building where the Circuit Court for the County of Oakland is held), sell at public auction to the highest bidder, the premises described in said mortgage, or so much thereof as may be necessary to pay the amount due, as aforesaid, on said mortgage, with the interest thereon at seven per cent (7%) per annum and all legal costs, together with said attorney's fee, to-wit: xyxy=(194,1750,369,1862)
notice-run-dates: Dec. 14—Mar. 8 xyxy=(564,1185,738,1195)
notice-body: Lot numbered in the Subdivision of part of the Southwest quarter of Section, Town North, Range East, according to the plat thereof as recorded in Liber of Plats on page, Oakland County Records, being situated on the East side of the street, together with the hereditaments and appurtenances thereof, in the City of Pontiac, County of Oakland, and State of Michigan. xyxy=(933,2196,1108,2253)
notice-signature: DETROIT TRUST COMPANY, Mortgagee. ANDERSON, WILCOX, LACY AND LAWSON, Attorneys for Mortgagee. xyxy=(10,1495,169,1511)
notice-body: NOW, THEREFORE, by virtue of the power of sale contained in said mortgage, and pursuant to the statute of the State of Michigan in such case made and provided, NOTICE IS HEREBY GIVEN that on the date stated, at ten o'clock in the forenoon, Eastern Standard Time, the undersigned will, at the Saginaw Street entrance to the Court House in the City of Pontiac, Oakland County, Michigan (that being the building where the Circuit Court for the County of Oakland is held), sell at public auction to the highest bidder, the premises described in said mortgage, or so much thereof as may be necessary to pay the amount due, as aforesaid, on said mortgage, with the interest thereon at seven per cent (7%) per annum and all legal costs, together with said attorney's fee, to-wit: xyxy=(563,127,738,239)
notice-body: MORTGAGE SALE—DEFAULT having been made in the conditions of a certain mortgage made by the mortgagors named herein to the mortgagee, dated and recorded in the office of the Register of Deeds for the County of Oakland and State of Michigan, in Liber of Mortgages, on page, on which mortgage there is claimed to be due at the date of this notice, for principal and interest, the sum stated herein, and an attorney's fee as provided for in said mortgage, and no suit or proceedings at law or in equity having been instituted to recover the moneys secured by said mortgage, or any part thereof. xyxy=(748,1138,923,1227)
notice-run-dates: Dec. 14—Mar. 8 xyxy=(194,581,368,591)
notice-signature: JOHN N. DALEY, RECEIVER PEOPLES STATE BANK OF FARMINGTON, a Michigan Banking Corporation, Mortgagee. A. FLOYD BLAKESLEE, Attorney for Mortgagee, 503 Pontiac Bank Building, Pontiac, Michigan. xyxy=(379,551,553,580)
notice-body: Lot numbered in the Subdivision of part of the Southwest quarter of Section, Town North, Range East, according to the plat thereof as recorded in Liber of Plats on page, Oakland County Records, being situated on the East side of the street, together with the hereditaments and appurtenances thereof, in the City of Pontiac, County of Oakland, and State of Michigan. xyxy=(379,1956,554,2013)
notice-body: NOW, THEREFORE, by virtue of the power of sale contained in said mortgage, and pursuant to the statute of the State of Michigan in such case made and provided, NOTICE IS HEREBY GIVEN that on the date stated, at ten o'clock in the forenoon, Eastern Standard Time, the undersigned will, at the Saginaw Street entrance to the Court House in the City of Pontiac, Oakland County, Michigan (that being the building where the Circuit Court for the County of Oakland is held), sell at public auction to the highest bidder, the premises described in said mortgage, or so much thereof as may be necessary to pay the amount due, as aforesaid, on said mortgage, with the interest thereon at seven per cent (7%) per annum and all legal costs, together with said attorney's fee, to-wit: xyxy=(194,2100,369,2212)
notice-body: MORTGAGE SALE—DEFAULT having been made in the conditions of a certain mortgage made by the mortgagors named herein to the mortgagee, dated and recorded in the office of the Register of Deeds for the County of Oakland and State of Michigan, in Liber of Mortgages, on page, on which mortgage there is claimed to be due at the date of this notice, for principal and interest, the sum stated herein, and an attorney's fee as provided for in said mortgage, and no suit or proceedings at law or in equity having been instituted to recover the moneys secured by said mortgage, or any part thereof. xyxy=(748,295,923,383)
legal-notice xyxy=(749,582,923,1424)
legal-notice xyxy=(10,672,184,1522)
notice-body: NOW, THEREFORE, by virtue of the power of sale contained in said mortgage, and pursuant to the statute of the State of Michigan in such case made and provided, NOTICE IS HEREBY GIVEN that on the date stated, at ten o'clock in the forenoon, Eastern Standard Time, the undersigned will, at the Saginaw Street entrance to the Court House in the City of Pontiac, Oakland County, Michigan (that being the building where the Circuit Court for the County of Oakland is held), sell at public auction to the highest bidder, the premises described in said mortgage, or so much thereof as may be necessary to pay the amount due, as aforesaid, on said mortgage, with the interest thereon at seven per cent (7%) per annum and all legal costs, together with said attorney's fee, to-wit: xyxy=(194,1495,369,1608)
notice-body: Lot numbered in the Subdivision of part of the Southwest quarter of Section, Town North, Range East, according to the plat thereof as recorded in Liber of Plats on page, Oakland County Records, being situated on the East side of the street, together with the hereditaments and appurtenances thereof, in the City of Pontiac, County of Oakland, and State of Michigan. xyxy=(563,238,738,295)
notice-body: MORTGAGE SALE—DEFAULT having been made in the conditions of a certain mortgage made by the mortgagors named herein to the mortgagee, dated and recorded in the office of the Register of Deeds for the County of Oakland and State of Michigan, in Liber of Mortgages, on page, on which mortgage there is claimed to be due at the date of this notice, for principal and interest, the sum stated herein, and an attorney's fee as provided for in said mortgage, and no suit or proceedings at law or in equity having been instituted to recover the moneys secured by said mortgage, or any part thereof. xyxy=(379,40,554,128)
notice-body: NOW, THEREFORE, by virtue of the power of sale contained in said mortgage, and pursuant to the statute of the State of Michigan in such case made and provided, NOTICE IS HEREBY GIVEN that on the date stated, at ten o'clock in the forenoon, Eastern Standard Time, the undersigned will, at the Saginaw Street entrance to the Court House in the City of Pontiac, Oakland County, Michigan (that being the building where the Circuit Court for the County of Oakland is held), sell at public auction to the highest bidder, the premises described in said mortgage, or so much thereof as may be necessary to pay the amount due, as aforesaid, on said mortgage, with the interest thereon at seven per cent (7%) per annum and all legal costs, together with said attorney's fee, to-wit: xyxy=(10,1917,185,2029)
notice-body: MORTGAGE SALE—DEFAULT having been made in the conditions of a certain mortgage made by the mortgagors named herein to the mortgagee, dated and recorded in the office of the Register of Deeds for the County of Oakland and State of Michigan, in Liber of Mortgages, on page, on which mortgage there is claimed to be due at the date of this notice, for principal and interest, the sum stated herein, and an attorney's fee as provided for in said mortgage, and no suit or proceedings at law or in equity having been instituted to recover the moneys secured by said mortgage, or any part thereof. xyxy=(748,883,923,972)
legal-notice xyxy=(10,82,184,666)
notice-body: NOW, THEREFORE, by virtue of the power of sale contained in said mortgage, and pursuant to the statute of the State of Michigan in such case made and provided, NOTICE IS HEREBY GIVEN that on the date stated, at ten o'clock in the forenoon, Eastern Standard Time, the undersigned will, at the Saginaw Street entrance to the Court House in the City of Pontiac, Oakland County, Michigan (that being the building where the Circuit Court for the County of Oakland is held), sell at public auction to the highest bidder, the premises described in said mortgage, or so much thereof as may be necessary to pay the amount due, as aforesaid, on said mortgage, with the interest thereon at seven per cent (7%) per annum and all legal costs, together with said attorney's fee, to-wit: xyxy=(194,731,369,843)
column-5 xyxy=(748,40,928,2576)
notice-body: MORTGAGE SALE—DEFAULT having been made in the conditions of a certain mortgage made by the mortgagors named herein to the mortgagee, dated and recorded in the office of the Register of Deeds for the County of Oakland and State of Michigan, in Liber of Mortgages, on page, on which mortgage there is claimed to be due at the date of this notice, for principal and interest, the sum stated herein, and an attorney's fee as provided for in said mortgage, and no suit or proceedings at law or in equity having been instituted to recover the moneys secured by said mortgage, or any part thereof. xyxy=(10,129,185,218)
legal-notice xyxy=(194,1965,368,2268)
notice-body: MORTGAGE SALE—DEFAULT having been made in the conditions of a certain mortgage made by the mortgagors named herein to the mortgagee, dated and recorded in the office of the Register of Deeds for the County of Oakland and State of Michigan, in Liber of Mortgages, on page, on which mortgage there is claimed to be due at the date of this notice, for principal and interest, the sum stated herein, and an attorney's fee as provided for in said mortgage, and no suit or proceedings at law or in equity having been instituted to recover the moneys secured by said mortgage, or any part thereof. xyxy=(563,2300,738,2388)
notice-body: MORTGAGE SALE—DEFAULT having been made in the conditions of a certain mortgage made by the mortgagors named herein to the mortgagee, dated and recorded in the office of the Register of Deeds for the County of Oakland and State of Michigan, in Liber of Mortgages, on page, on which mortgage there is claimed to be due at the date of this notice, for principal and interest, the sum stated herein, and an attorney's fee as provided for in said mortgage, and no suit or proceedings at law or in equity having been instituted to recover the moneys secured by said mortgage, or any part thereof. xyxy=(563,2045,738,2133)
notice-body: Lot numbered in the Subdivision of part of the Southwest quarter of Section, Town North, Range East, according to the plat thereof as recorded in Liber of Plats on page, Oakland County Records, being situated on the East side of the street, together with the hereditaments and appurtenances thereof, in the City of Pontiac, County of Oakland, and State of Michigan. xyxy=(748,1676,923,1733)
notice-body: Lot numbered in the Subdivision of part of the Southwest quarter of Section, Town North, Range East, according to the plat thereof as recorded in Liber of Plats on page, Oakland County Records, being situated on the East side of the street, together with the hereditaments and appurtenances thereof, in the City of Pontiac, County of Oakland, and State of Michigan. xyxy=(10,1439,185,1495)
notice-signature: METROPOLITAN LIFE INSURANCE COMPANY, A New York Corporation, Mortgagee. BULKLEY, LEDYARD, DICKINSON AND WRIGHT, Attorneys for Assignee of Mortgagee, 3000 Union Guardian Building, Detroit, Michigan. xyxy=(194,551,368,580)
short-item-text: Through a process used at Ontario, Calif., the pulp of hundreds of thousands of oranges is milled into dry orange meal used for stock and poultry feed. xyxy=(10,55,185,78)
notice-number: 731 xyxy=(727,342,738,350)
notice-run-dates: Dec. 14—Mar. 8 xyxy=(379,1440,553,1450)
notice-run-dates: Dec. 7—Mar. 1 xyxy=(934,2269,1107,2279)
notice-body: MORTGAGE SALE—DEFAULT having been made in the conditions of a certain mortgage made by the mortgagors named herein to the mortgagee, dated and recorded in the office of the Register of Deeds for the County of Oakland and State of Michigan, in Liber of Mortgages, on page, on which mortgage there is claimed to be due at the date of this notice, for principal and interest, the sum stated herein, and an attorney's fee as provided for in said mortgage, and no suit or proceedings at law or in equity having been instituted to recover the moneys secured by said mortgage, or any part thereof. xyxy=(10,1240,185,1329)
notice-heading: A. Floyd Blakeslee, Attorney for Mortgagee, 503 Pontiac Bank Bldg., Pontiac, Michigan. xyxy=(194,606,363,643)
notice-heading: A. Floyd Blakeslee, Attorney; 503 Pontiac Bank Bldg., Pontiac, Michigan. xyxy=(379,606,536,643)
notice-body: NOW, THEREFORE, by virtue of the power of sale contained in said mortgage, and pursuant to the statute of the State of Michigan in such case made and provided, NOTICE IS HEREBY GIVEN that on the date stated, at ten o'clock in the forenoon, Eastern Standard Time, the undersigned will, at the Saginaw Street entrance to the Court House in the City of Pontiac, Oakland County, Michigan (that being the building where the Circuit Court for the County of Oakland is held), sell at public auction to the highest bidder, the premises described in said mortgage, or so much thereof as may be necessary to pay the amount due, as aforesaid, on said mortgage, with the interest thereon at seven per cent (7%) per annum and all legal costs, together with said attorney's fee, to-wit: xyxy=(748,1565,923,1677)
legal-notice xyxy=(564,1998,738,2556)
notice-number: 729 xyxy=(543,596,554,605)
notice-body: MORTGAGE SALE—DEFAULT having been made in the conditions of a certain mortgage made by the mortgagors named herein to the mortgagee, dated and recorded in the office of the Register of Deeds for the County of Oakland and State of Michigan, in Liber of Mortgages, on page, on which mortgage there is claimed to be due at the date of this notice, for principal and interest, the sum stated herein, and an attorney's fee as provided for in said mortgage, and no suit or proceedings at law or in equity having been instituted to recover the moneys secured by said mortgage, or any part thereof. xyxy=(563,1463,738,1551)
legal-notice xyxy=(564,342,738,1195)
legal-notice xyxy=(379,1455,553,2268)
notice-body: MORTGAGE SALE—DEFAULT having been made in the conditions of a certain mortgage made by the mortgagors named herein to the mortgagee, dated and recorded in the office of the Register of Deeds for the County of Oakland and State of Michigan, in Liber of Mortgages, on page, on which mortgage there is claimed to be due at the date of this notice, for principal and interest, the sum stated herein, and an attorney's fee as provided for in said mortgage, and no suit or proceedings at law or in equity having been instituted to recover the moneys secured by said mortgage, or any part thereof. xyxy=(10,730,185,819)
column-6 xyxy=(933,40,1111,2276)
notice-number: 730 xyxy=(357,1965,369,1974)
notice-body: Lot numbered in the Subdivision of part of the Southwest quarter of Section, Town North, Range East, according to the plat thereof as recorded in Liber of Plats on page, Oakland County Records, being situated on the East side of the street, together with the hereditaments and appurtenances thereof, in the City of Pontiac, County of Oakland, and State of Michigan. xyxy=(748,2186,923,2242)
notice-body: Lot numbered in the Subdivision of part of the Southwest quarter of Section, Town North, Range East, according to the plat thereof as recorded in Liber of Plats on page, Oakland County Records, being situated on the East side of the street, together with the hereditaments and appurtenances thereof, in the City of Pontiac, County of Oakland, and State of Michigan. xyxy=(563,1097,738,1154)
notice-body: Lot numbered in the Subdivision of part of the Southwest quarter of Section, Town North, Range East, according to the plat thereof as recorded in Liber of Plats on page, Oakland County Records, being situated on the East side of the street, together with the hereditaments and appurtenances thereof, in the City of Pontiac, County of Oakland, and State of Michigan. xyxy=(194,1352,369,1409)
notice-body: NOW, THEREFORE, by virtue of the power of sale contained in said mortgage, and pursuant to the statute of the State of Michigan in such case made and provided, NOTICE IS HEREBY GIVEN that on the date stated, at ten o'clock in the forenoon, Eastern Standard Time, the undersigned will, at the Saginaw Street entrance to the Court House in the City of Pontiac, Oakland County, Michigan (that being the building where the Circuit Court for the County of Oakland is held), sell at public auction to the highest bidder, the premises described in said mortgage, or so much thereof as may be necessary to pay the amount due, as aforesaid, on said mortgage, with the interest thereon at seven per cent (7%) per annum and all legal costs, together with said attorney's fee, to-wit: xyxy=(563,2388,738,2500)
notice-body: MORTGAGE SALE—DEFAULT having been made in the conditions of a certain mortgage made by the mortgagors named herein to the mortgagee, dated and recorded in the office of the Register of Deeds for the County of Oakland and State of Michigan, in Liber of Mortgages, on page, on which mortgage there is claimed to be due at the date of this notice, for principal and interest, the sum stated herein, and an attorney's fee as provided for in said mortgage, and no suit or proceedings at law or in equity having been instituted to recover the moneys secured by said mortgage, or any part thereof. xyxy=(194,1662,369,1751)
notice-number: 17092 xyxy=(536,1455,554,1464)
notice-body: MORTGAGE SALE—DEFAULT having been made in the conditions of a certain mortgage made by the mortgagors named herein to the mortgagee, dated and recorded in the office of the Register of Deeds for the County of Oakland and State of Michigan, in Liber of Mortgages, on page, on which mortgage there is claimed to be due at the date of this notice, for principal and interest, the sum stated herein, and an attorney's fee as provided for in said mortgage, and no suit or proceedings at law or in equity having been instituted to recover the moneys secured by said mortgage, or any part thereof. xyxy=(933,40,1108,128)
notice-body: MORTGAGE SALE—DEFAULT having been made in the conditions of a certain mortgage made by the mortgagors named herein to the mortgagee, dated and recorded in the office of the Register of Deeds for the County of Oakland and State of Michigan, in Liber of Mortgages, on page, on which mortgage there is claimed to be due at the date of this notice, for principal and interest, the sum stated herein, and an attorney's fee as provided for in said mortgage, and no suit or proceedings at law or in equity having been instituted to recover the moneys secured by said mortgage, or any part thereof. xyxy=(379,898,554,987)
notice-number: 704 xyxy=(1097,582,1108,591)
notice-run-dates: Dec. 14—Mar. 8 xyxy=(194,1949,368,1959)
column-2 xyxy=(194,40,373,2268)
notice-signature: DETROIT TRUST COMPANY, Mortgagee. ANDERSON, WILCOX, LACY AND LAWSON, Attorneys for Mortgagee. xyxy=(748,2242,908,2258)
notice-number: 733 xyxy=(357,596,369,605)
legal-notice xyxy=(564,1201,738,1992)
notice-run-dates: Dec. 7—Mar. 1 xyxy=(749,566,923,576)
notice-run-dates: Nov. 16—Feb. 8 xyxy=(934,1425,1107,1435)
notice-run-dates: Dec. 21—Mar. 15 xyxy=(10,1512,184,1522)
notice-body: NOW, THEREFORE, by virtue of the power of sale contained in said mortgage, and pursuant to the statute of the State of Michigan in such case made and provided, NOTICE IS HEREBY GIVEN that on the date stated, at ten o'clock in the forenoon, Eastern Standard Time, the undersigned will, at the Saginaw Street entrance to the Court House in the City of Pontiac, Oakland County, Michigan (that being the building where the Circuit Court for the County of Oakland is held), sell at public auction to the highest bidder, the premises described in said mortgage, or so much thereof as may be necessary to pay the amount due, as aforesaid, on said mortgage, with the interest thereon at seven per cent (7%) per annum and all legal costs, together with said attorney's fee, to-wit: xyxy=(563,986,738,1098)
notice-body: MORTGAGE SALE—DEFAULT having been made in the conditions of a certain mortgage made by the mortgagors named herein to the mortgagee, dated and recorded in the office of the Register of Deeds for the County of Oakland and State of Michigan, in Liber of Mortgages, on page, on which mortgage there is claimed to be due at the date of this notice, for principal and interest, the sum stated herein, and an attorney's fee as provided for in said mortgage, and no suit or proceedings at law or in equity having been instituted to recover the moneys secured by said mortgage, or any part thereof. xyxy=(194,40,369,128)
notice-body: Lot numbered in the Subdivision of part of the Southwest quarter of Section, Town North, Range East, according to the plat thereof as recorded in Liber of Plats on page, Oakland County Records, being situated on the East side of the street, together with the hereditaments and appurtenances thereof, in the City of Pontiac, County of Oakland, and State of Michigan. xyxy=(379,493,554,550)
notice-body: NOW, THEREFORE, by virtue of the power of sale contained in said mortgage, and pursuant to the statute of the State of Michigan in such case made and provided, NOTICE IS HEREBY GIVEN that on the date stated, at ten o'clock in the forenoon, Eastern Standard Time, the undersigned will, at the Saginaw Street entrance to the Court House in the City of Pontiac, Oakland County, Michigan (that being the building where the Circuit Court for the County of Oakland is held), sell at public auction to the highest bidder, the premises described in said mortgage, or so much thereof as may be necessary to pay the amount due, as aforesaid, on said mortgage, with the interest thereon at seven per cent (7%) per annum and all legal costs, together with said attorney's fee, to-wit: xyxy=(933,971,1108,1084)
notice-heading: Anderson, Wilcox, Lacy and Lawson, Attorneys; 1928 Buhl Building, Detroit, Michigan. xyxy=(563,2007,705,2044)
notice-body: NOW, THEREFORE, by virtue of the power of sale contained in said mortgage, and pursuant to the statute of the State of Michigan in such case made and provided, NOTICE IS HEREBY GIVEN that on the date stated, at ten o'clock in the forenoon, Eastern Standard Time, the undersigned will, at the Saginaw Street entrance to the Court House in the City of Pontiac, Oakland County, Michigan (that being the building where the Circuit Court for the County of Oakland is held), sell at public auction to the highest bidder, the premises described in said mortgage, or so much thereof as may be necessary to pay the amount due, as aforesaid, on said mortgage, with the interest thereon at seven per cent (7%) per annum and all legal costs, together with said attorney's fee, to-wit: xyxy=(563,1295,738,1408)
notice-body: MORTGAGE SALE—DEFAULT having been made in the conditions of a certain mortgage made by the mortgagors named herein to the mortgagee, dated and recorded in the office of the Register of Deeds for the County of Oakland and State of Michigan, in Liber of Mortgages, on page, on which mortgage there is claimed to be due at the date of this notice, for principal and interest, the sum stated herein, and an attorney's fee as provided for in said mortgage, and no suit or proceedings at law or in equity having been instituted to recover the moneys secured by said mortgage, or any part thereof. xyxy=(194,1153,369,1242)
notice-number: 727 xyxy=(727,1997,738,2006)
notice-body: Lot numbered in the Subdivision of part of the Southwest quarter of Section, Town North, Range East, according to the plat thereof as recorded in Liber of Plats on page, Oakland County Records, being situated on the East side of the street, together with the hereditaments and appurtenances thereof, in the City of Pontiac, County of Oakland, and State of Michigan. xyxy=(563,1917,738,1974)
notice-run-dates: Dec. 14—Mar. 8 xyxy=(564,326,738,336)
notice-body: NOW, THEREFORE, by virtue of the power of sale contained in said mortgage, and pursuant to the statute of the State of Michigan in such case made and provided, NOTICE IS HEREBY GIVEN that on the date stated, at ten o'clock in the forenoon, Eastern Standard Time, the undersigned will, at the Saginaw Street entrance to the Court House in the City of Pontiac, Oakland County, Michigan (that being the building where the Circuit Court for the County of Oakland is held), sell at public auction to the highest bidder, the premises described in said mortgage, or so much thereof as may be necessary to pay the amount due, as aforesaid, on said mortgage, with the interest thereon at seven per cent (7%) per annum and all legal costs, together with said attorney's fee, to-wit: xyxy=(379,1590,554,1702)
legal-notice xyxy=(564,40,738,336)
notice-body: MORTGAGE SALE—DEFAULT having been made in the conditions of a certain mortgage made by the mortgagors named herein to the mortgagee, dated and recorded in the office of the Register of Deeds for the County of Oakland and State of Michigan, in Liber of Mortgages, on page, on which mortgage there is claimed to be due at the date of this notice, for principal and interest, the sum stated herein, and an attorney's fee as provided for in said mortgage, and no suit or proceedings at law or in equity having been instituted to recover the moneys secured by said mortgage, or any part thereof. xyxy=(933,629,1108,717)
notice-body: MORTGAGE SALE—DEFAULT having been made in the conditions of a certain mortgage made by the mortgagors named herein to the mortgagee, dated and recorded in the office of the Register of Deeds for the County of Oakland and State of Michigan, in Liber of Mortgages, on page, on which mortgage there is claimed to be due at the date of this notice, for principal and interest, the sum stated herein, and an attorney's fee as provided for in said mortgage, and no suit or proceedings at law or in equity having been instituted to recover the moneys secured by said mortgage, or any part thereof. xyxy=(748,40,923,128)
notice-body: Lot numbered in the Subdivision of part of the Southwest quarter of Section, Town North, Range East, according to the plat thereof as recorded in Liber of Plats on page, Oakland County Records, being situated on the East side of the street, together with the hereditaments and appurtenances thereof, in the City of Pontiac, County of Oakland, and State of Michigan. xyxy=(748,1083,923,1139)
notice-body: Lot numbered in the Subdivision of part of the Southwest quarter of Section, Town North, Range East, according to the plat thereof as recorded in Liber of Plats on page, Oakland County Records, being situated on the East side of the street, together with the hereditaments and appurtenances thereof, in the City of Pontiac, County of Oakland, and State of Michigan. xyxy=(194,1097,369,1154)
notice-body: Lot numbered in the Subdivision of part of the Southwest quarter of Section, Town North, Range East, according to the plat thereof as recorded in Liber of Plats on page, Oakland County Records, being situated on the East side of the street, together with the hereditaments and appurtenances thereof, in the City of Pontiac, County of Oakland, and State of Michigan. xyxy=(563,2244,738,2301)
notice-body: MORTGAGE SALE—DEFAULT having been made in the conditions of a certain mortgage made by the mortgagors named herein to the mortgagee, dated and recorded in the office of the Register of Deeds for the County of Oakland and State of Michigan, in Liber of Mortgages, on page, on which mortgage there is claimed to be due at the date of this notice, for principal and interest, the sum stated herein, and an attorney's fee as provided for in said mortgage, and no suit or proceedings at law or in equity having been instituted to recover the moneys secured by said mortgage, or any part thereof. xyxy=(748,1986,923,2075)
notice-body: Lot numbered in the Subdivision of part of the Southwest quarter of Section, Town North, Range East, according to the plat thereof as recorded in Liber of Plats on page, Oakland County Records, being situated on the East side of the street, together with the hereditaments and appurtenances thereof, in the City of Pontiac, County of Oakland, and State of Michigan. xyxy=(748,828,923,884)
notice-body: Lot numbered in the Subdivision of part of the Southwest quarter of Section, Town North, Range East, according to the plat thereof as recorded in Liber of Plats on page, Oakland County Records, being situated on the East side of the street, together with the hereditaments and appurtenances thereof, in the City of Pontiac, County of Oakland, and State of Michigan. xyxy=(194,2211,369,2268)
notice-body: Lot numbered in the Subdivision of part of the Southwest quarter of Section, Town North, Range East, according to the plat thereof as recorded in Liber of Plats on page, Oakland County Records, being situated on the East side of the street, together with the hereditaments and appurtenances thereof, in the City of Pontiac, County of Oakland, and State of Michigan. xyxy=(379,1097,554,1154)
notice-body: Lot numbered in the Subdivision of part of the Southwest quarter of Section, Town North, Range East, according to the plat thereof as recorded in Liber of Plats on page, Oakland County Records, being situated on the East side of the street, together with the hereditaments and appurtenances thereof, in the City of Pontiac, County of Oakland, and State of Michigan. xyxy=(379,1701,554,1758)
notice-body: Lot numbered in the Subdivision of part of the Southwest quarter of Section, Town North, Range East, according to the plat thereof as recorded in Liber of Plats on page, Oakland County Records, being situated on the East side of the street, together with the hereditaments and appurtenances thereof, in the City of Pontiac, County of Oakland, and State of Michigan. xyxy=(933,493,1108,550)
notice-body: Lot numbered in the Subdivision of part of the Southwest quarter of Section, Town North, Range East, according to the plat thereof as recorded in Liber of Plats on page, Oakland County Records, being situated on the East side of the street, together with the hereditaments and appurtenances thereof, in the City of Pontiac, County of Oakland, and State of Michigan. xyxy=(748,238,923,295)
masthead: FARMINGTON, (MICHIGAN) ENTERPRISE, THURSDAY, JANUARY, 11, 1934 xyxy=(39,14,1082,34)
notice-heading: A. Floyd Blakeslee, Attorney; 503 Pontiac Bank Bldg., Pontiac, Michigan. xyxy=(563,351,721,388)
notice-body: NOW, THEREFORE, by virtue of the power of sale contained in said mortgage, and pursuant to the statute of the State of Michigan in such case made and provided, NOTICE IS HEREBY GIVEN that on the date stated, at ten o'clock in the forenoon, Eastern Standard Time, the undersigned will, at the Saginaw Street entrance to the Court House in the City of Pontiac, Oakland County, Michigan (that being the building where the Circuit Court for the County of Oakland is held), sell at public auction to the highest bidder, the premises described in said mortgage, or so much thereof as may be necessary to pay the amount due, as aforesaid, on said mortgage, with the interest thereon at seven per cent (7%) per annum and all legal costs, together with said attorney's fee, to-wit: xyxy=(563,2133,738,2245)
notice-body: Lot numbered in the Subdivision of part of the Southwest quarter of Section, Town North, Range East, according to the plat thereof as recorded in Liber of Plats on page, Oakland County Records, being situated on the East side of the street, together with the hereditaments and appurtenances thereof, in the City of Pontiac, County of Oakland, and State of Michigan. xyxy=(10,929,185,986)
notice-body: NOW, THEREFORE, by virtue of the power of sale contained in said mortgage, and pursuant to the statute of the State of Michigan in such case made and provided, NOTICE IS HEREBY GIVEN that on the date stated, at ten o'clock in the forenoon, Eastern Standard Time, the undersigned will, at the Saginaw Street entrance to the Court House in the City of Pontiac, Oakland County, Michigan (that being the building where the Circuit Court for the County of Oakland is held), sell at public auction to the highest bidder, the premises described in said mortgage, or so much thereof as may be necessary to pay the amount due, as aforesaid, on said mortgage, with the interest thereon at seven per cent (7%) per annum and all legal costs, together with said attorney's fee, to-wit: xyxy=(748,716,923,829)
notice-body: MORTGAGE SALE—DEFAULT having been made in the conditions of a certain mortgage made by the mortgagors named herein to the mortgagee, dated and recorded in the office of the Register of Deeds for the County of Oakland and State of Michigan, in Liber of Mortgages, on page, on which mortgage there is claimed to be due at the date of this notice, for principal and interest, the sum stated herein, and an attorney's fee as provided for in said mortgage, and no suit or proceedings at law or in equity having been instituted to recover the moneys secured by said mortgage, or any part thereof. xyxy=(194,2012,369,2101)
notice-body: NOW, THEREFORE, by virtue of the power of sale contained in said mortgage, and pursuant to the statute of the State of Michigan in such case made and provided, NOTICE IS HEREBY GIVEN that on the date stated, at ten o'clock in the forenoon, Eastern Standard Time, the undersigned will, at the Saginaw Street entrance to the Court House in the City of Pontiac, Oakland County, Michigan (that being the building where the Circuit Court for the County of Oakland is held), sell at public auction to the highest bidder, the premises described in said mortgage, or so much thereof as may be necessary to pay the amount due, as aforesaid, on said mortgage, with the interest thereon at seven per cent (7%) per annum and all legal costs, together with said attorney's fee, to-wit: xyxy=(933,1575,1108,1688)
notice-body: Lot numbered in the Subdivision of part of the Southwest quarter of Section, Town North, Range East, according to the plat thereof as recorded in Liber of Plats on page, Oakland County Records, being situated on the East side of the street, together with the hereditaments and appurtenances thereof, in the City of Pontiac, County of Oakland, and State of Michigan. xyxy=(563,842,738,899)
notice-body: NOW, THEREFORE, by virtue of the power of sale contained in said mortgage, and pursuant to the statute of the State of Michigan in such case made and provided, NOTICE IS HEREBY GIVEN that on the date stated, at ten o'clock in the forenoon, Eastern Standard Time, the undersigned will, at the Saginaw Street entrance to the Court House in the City of Pontiac, Oakland County, Michigan (that being the building where the Circuit Court for the County of Oakland is held), sell at public auction to the highest bidder, the premises described in said mortgage, or so much thereof as may be necessary to pay the amount due, as aforesaid, on said mortgage, with the interest thereon at seven per cent (7%) per annum and all legal costs, together with said attorney's fee, to-wit: xyxy=(10,818,185,930)
notice-body: Lot numbered in the Subdivision of part of the Southwest quarter of Section, Town North, Range East, according to the plat thereof as recorded in Liber of Plats on page, Oakland County Records, being situated on the East side of the street, together with the hereditaments and appurtenances thereof, in the City of Pontiac, County of Oakland, and State of Michigan. xyxy=(379,842,554,899)
notice-body: NOW, THEREFORE, by virtue of the power of sale contained in said mortgage, and pursuant to the statute of the State of Michigan in such case made and provided, NOTICE IS HEREBY GIVEN that on the date stated, at ten o'clock in the forenoon, Eastern Standard Time, the undersigned will, at the Saginaw Street entrance to the Court House in the City of Pontiac, Oakland County, Michigan (that being the building where the Circuit Court for the County of Oakland is held), sell at public auction to the highest bidder, the premises described in said mortgage, or so much thereof as may be necessary to pay the amount due, as aforesaid, on said mortgage, with the interest thereon at seven per cent (7%) per annum and all legal costs, together with said attorney's fee, to-wit: xyxy=(748,1820,923,1932)
notice-body: NOW, THEREFORE, by virtue of the power of sale contained in said mortgage, and pursuant to the statute of the State of Michigan in such case made and provided, NOTICE IS HEREBY GIVEN that on the date stated, at ten o'clock in the forenoon, Eastern Standard Time, the undersigned will, at the Saginaw Street entrance to the Court House in the City of Pontiac, Oakland County, Michigan (that being the building where the Circuit Court for the County of Oakland is held), sell at public auction to the highest bidder, the premises described in said mortgage, or so much thereof as may be necessary to pay the amount due, as aforesaid, on said mortgage, with the interest thereon at seven per cent (7%) per annum and all legal costs, together with said attorney's fee, to-wit: xyxy=(563,731,738,843)
notice-heading: A. Floyd Blakeslee, Attorney for Mortgagee; 503 Pontiac Bank Bldg., Pontiac, Michigan. xyxy=(748,592,918,629)
notice-body: Lot numbered in the Subdivision of part of the Southwest quarter of Section, Town North, Range East, according to the plat thereof as recorded in Liber of Plats on page, Oakland County Records, being situated on the East side of the street, together with the hereditaments and appurtenances thereof, in the City of Pontiac, County of Oakland, and State of Michigan. xyxy=(194,1607,369,1663)
notice-body: NOW, THEREFORE, by virtue of the power of sale contained in said mortgage, and pursuant to the statute of the State of Michigan in such case made and provided, NOTICE IS HEREBY GIVEN that on the date stated, at ten o'clock in the forenoon, Eastern Standard Time, the undersigned will, at the Saginaw Street entrance to the Court House in the City of Pontiac, Oakland County, Michigan (that being the building where the Circuit Court for the County of Oakland is held), sell at public auction to the highest bidder, the premises described in said mortgage, or so much thereof as may be necessary to pay the amount due, as aforesaid, on said mortgage, with the interest thereon at seven per cent (7%) per annum and all legal costs, together with said attorney's fee, to-wit: xyxy=(10,1662,185,1775)
notice-body: MORTGAGE SALE—DEFAULT having been made in the conditions of a certain mortgage made by the mortgagors named herein to the mortgagee, dated and recorded in the office of the Register of Deeds for the County of Oakland and State of Michigan, in Liber of Mortgages, on page, on which mortgage there is claimed to be due at the date of this notice, for principal and interest, the sum stated herein, and an attorney's fee as provided for in said mortgage, and no suit or proceedings at law or in equity having been instituted to recover the moneys secured by said mortgage, or any part thereof. xyxy=(194,295,369,383)
notice-heading: Bulkley, Ledyard, Dickinson and Wright, Attorneys; 3000 Union Guardian Building, Detroit, Mich. xyxy=(379,1465,539,1502)
notice-body: MORTGAGE SALE—DEFAULT having been made in the conditions of a certain mortgage made by the mortgagors named herein to the mortgagee, dated and recorded in the office of the Register of Deeds for the County of Oakland and State of Michigan, in Liber of Mortgages, on page, on which mortgage there is claimed to be due at the date of this notice, for principal and interest, the sum stated herein, and an attorney's fee as provided for in said mortgage, and no suit or proceedings at law or in equity having been instituted to recover the moneys secured by said mortgage, or any part thereof. xyxy=(933,1488,1108,1576)
notice-body: Lot numbered in the Subdivision of part of the Southwest quarter of Section, Town North, Range East, according to the plat thereof as recorded in Liber of Plats on page, Oakland County Records, being situated on the East side of the street, together with the hereditaments and appurtenances thereof, in the City of Pontiac, County of Oakland, and State of Michigan. xyxy=(933,1687,1108,1743)
notice-body: NOW, THEREFORE, by virtue of the power of sale contained in said mortgage, and pursuant to the statute of the State of Michigan in such case made and provided, NOTICE IS HEREBY GIVEN that on the date stated, at ten o'clock in the forenoon, Eastern Standard Time, the undersigned will, at the Saginaw Street entrance to the Court House in the City of Pontiac, Oakland County, Michigan (that being the building where the Circuit Court for the County of Oakland is held), sell at public auction to the highest bidder, the premises described in said mortgage, or so much thereof as may be necessary to pay the amount due, as aforesaid, on said mortgage, with the interest thereon at seven per cent (7%) per annum and all legal costs, together with said attorney's fee, to-wit: xyxy=(10,471,185,584)
notice-body: MORTGAGE SALE—DEFAULT having been made in the conditions of a certain mortgage made by the mortgagors named herein to the mortgagee, dated and recorded in the office of the Register of Deeds for the County of Oakland and State of Michigan, in Liber of Mortgages, on page, on which mortgage there is claimed to be due at the date of this notice, for principal and interest, the sum stated herein, and an attorney's fee as provided for in said mortgage, and no suit or proceedings at law or in equity having been instituted to recover the moneys secured by said mortgage, or any part thereof. xyxy=(379,1502,554,1591)
column-1 xyxy=(10,40,188,2101)
notice-body: MORTGAGE SALE—DEFAULT having been made in the conditions of a certain mortgage made by the mortgagors named herein to the mortgagee, dated and recorded in the office of the Register of Deeds for the County of Oakland and State of Michigan, in Liber of Mortgages, on page, on which mortgage there is claimed to be due at the date of this notice, for principal and interest, the sum stated herein, and an attorney's fee as provided for in said mortgage, and no suit or proceedings at law or in equity having been instituted to recover the moneys secured by said mortgage, or any part thereof. xyxy=(748,1732,923,1820)
notice-body: MORTGAGE SALE—DEFAULT having been made in the conditions of a certain mortgage made by the mortgagors named herein to the mortgagee, dated and recorded in the office of the Register of Deeds for the County of Oakland and State of Michigan, in Liber of Mortgages, on page, on which mortgage there is claimed to be due at the date of this notice, for principal and interest, the sum stated herein, and an attorney's fee as provided for in said mortgage, and no suit or proceedings at law or in equity having been instituted to recover the moneys secured by said mortgage, or any part thereof. xyxy=(748,629,923,717)
notice-body: NOW, THEREFORE, by virtue of the power of sale contained in said mortgage, and pursuant to the statute of the State of Michigan in such case made and provided, NOTICE IS HEREBY GIVEN that on the date stated, at ten o'clock in the forenoon, Eastern Standard Time, the undersigned will, at the Saginaw Street entrance to the Court House in the City of Pontiac, Oakland County, Michigan (that being the building where the Circuit Court for the County of Oakland is held), sell at public auction to the highest bidder, the premises described in said mortgage, or so much thereof as may be necessary to pay the amount due, as aforesaid, on said mortgage, with the interest thereon at seven per cent (7%) per annum and all legal costs, together with said attorney's fee, to-wit: xyxy=(194,986,369,1098)
notice-body: MORTGAGE SALE—DEFAULT having been made in the conditions of a certain mortgage made by the mortgagors named herein to the mortgagee, dated and recorded in the office of the Register of Deeds for the County of Oakland and State of Michigan, in Liber of Mortgages, on page, on which mortgage there is claimed to be due at the date of this notice, for principal and interest, the sum stated herein, and an attorney's fee as provided for in said mortgage, and no suit or proceedings at law or in equity having been instituted to recover the moneys secured by said mortgage, or any part thereof. xyxy=(748,2321,923,2409)
notice-body: MORTGAGE SALE—DEFAULT having been made in the conditions of a certain mortgage made by the mortgagors named herein to the mortgagee, dated and recorded in the office of the Register of Deeds for the County of Oakland and State of Michigan, in Liber of Mortgages, on page, on which mortgage there is claimed to be due at the date of this notice, for principal and interest, the sum stated herein, and an attorney's fee as provided for in said mortgage, and no suit or proceedings at law or in equity having been instituted to recover the moneys secured by said mortgage, or any part thereof. xyxy=(563,643,738,732)
notice-body: NOW, THEREFORE, by virtue of the power of sale contained in said mortgage, and pursuant to the statute of the State of Michigan in such case made and provided, NOTICE IS HEREBY GIVEN that on the date stated, at ten o'clock in the forenoon, Eastern Standard Time, the undersigned will, at the Saginaw Street entrance to the Court House in the City of Pontiac, Oakland County, Michigan (that being the building where the Circuit Court for the County of Oakland is held), sell at public auction to the highest bidder, the premises described in said mortgage, or so much thereof as may be necessary to pay the amount due, as aforesaid, on said mortgage, with the interest thereon at seven per cent (7%) per annum and all legal costs, together with said attorney's fee, to-wit: xyxy=(563,1805,738,1917)
notice-body: Lot numbered in the Subdivision of part of the Southwest quarter of Section, Town North, Range East, according to the plat thereof as recorded in Liber of Plats on page, Oakland County Records, being situated on the East side of the street, together with the hereditaments and appurtenances thereof, in the City of Pontiac, County of Oakland, and State of Michigan. xyxy=(563,588,738,644)
notice-signature: JOHN N. DALEY, RECEIVER PEOPLES STATE BANK OF FARMINGTON, a Michigan Banking Corporation, Mortgagee. A. FLOYD BLAKESLEE, Attorney for Mortgagee, 503 Pontiac Bank Building, Pontiac, Michigan. xyxy=(194,1918,368,1948)
legal-notice xyxy=(10,1528,184,2104)
notice-heading: Anderson, Wilcox, Lacy and Lawson, Attorneys; 1928 Buhl Building, Detroit, Michigan. xyxy=(933,1451,1075,1488)
notice-signature: GEORGE G. HARRIS, Receiver of State Savings & Loan Company, Mortgagee. KELLEY, SESSIONS, WARNER AND EGER, Attorneys for Receiver of Mortgagee, Business Address: 324 Mutual Bldg. Lansing, Michigan. xyxy=(933,1394,1100,1424)
notice-number: 726 xyxy=(912,2273,923,2282)
notice-signature: ELMER V. VOORHEIS and MARY C. VOORHEIS, Mortgagees. xyxy=(563,1974,735,1982)
columns-container xyxy=(10,40,1111,2576)
notice-body: Lot numbered in the Subdivision of part of the Southwest quarter of Section, Town North, Range East, according to the plat thereof as recorded in Liber of Plats on page, Oakland County Records, being situated on the East side of the street, together with the hereditaments and appurtenances thereof, in the City of Pontiac, County of Oakland, and State of Michigan. xyxy=(933,1083,1108,1139)
notice-body: NOW, THEREFORE, by virtue of the power of sale contained in said mortgage, and pursuant to the statute of the State of Michigan in such case made and provided, NOTICE IS HEREBY GIVEN that on the date stated, at ten o'clock in the forenoon, Eastern Standard Time, the undersigned will, at the Saginaw Street entrance to the Court House in the City of Pontiac, Oakland County, Michigan (that being the building where the Circuit Court for the County of Oakland is held), sell at public auction to the highest bidder, the premises described in said mortgage, or so much thereof as may be necessary to pay the amount due, as aforesaid, on said mortgage, with the interest thereon at seven per cent (7%) per annum and all legal costs, together with said attorney's fee, to-wit: xyxy=(933,716,1108,829)
notice-body: MORTGAGE SALE—DEFAULT having been made in the conditions of a certain mortgage made by the mortgagors named herein to the mortgagee, dated and recorded in the office of the Register of Deeds for the County of Oakland and State of Michigan, in Liber of Mortgages, on page, on which mortgage there is claimed to be due at the date of this notice, for principal and interest, the sum stated herein, and an attorney's fee as provided for in said mortgage, and no suit or proceedings at law or in equity having been instituted to recover the moneys secured by said mortgage, or any part thereof. xyxy=(379,1153,554,1242)
notice-signature: DETROIT TRUST COMPANY, Mortgagee. ANDERSON, WILCOX, LACY AND LAWSON, Attorneys for Mortgagee. xyxy=(748,551,908,565)
notice-body: NOW, THEREFORE, by virtue of the power of sale contained in said mortgage, and pursuant to the statute of the State of Michigan in such case made and provided, NOTICE IS HEREBY GIVEN that on the date stated, at ten o'clock in the forenoon, Eastern Standard Time, the undersigned will, at the Saginaw Street entrance to the Court House in the City of Pontiac, Oakland County, Michigan (that being the building where the Circuit Court for the County of Oakland is held), sell at public auction to the highest bidder, the premises described in said mortgage, or so much thereof as may be necessary to pay the amount due, as aforesaid, on said mortgage, with the interest thereon at seven per cent (7%) per annum and all legal costs, together with said attorney's fee, to-wit: xyxy=(748,971,923,1084)
notice-body: MORTGAGE SALE—DEFAULT having been made in the conditions of a certain mortgage made by the mortgagors named herein to the mortgagee, dated and recorded in the office of the Register of Deeds for the County of Oakland and State of Michigan, in Liber of Mortgages, on page, on which mortgage there is claimed to be due at the date of this notice, for principal and interest, the sum stated herein, and an attorney's fee as provided for in said mortgage, and no suit or proceedings at law or in equity having been instituted to recover the moneys secured by said mortgage, or any part thereof. xyxy=(563,388,738,477)
notice-body: Lot numbered in the Subdivision of part of the Southwest quarter of Section, Town North, Range East, according to the plat thereof as recorded in Liber of Plats on page, Oakland County Records, being situated on the East side of the street, together with the hereditaments and appurtenances thereof, in the City of Pontiac, County of Oakland, and State of Michigan. xyxy=(194,1861,369,1918)
notice-body: NOW, THEREFORE, by virtue of the power of sale contained in said mortgage, and pursuant to the statute of the State of Michigan in such case made and provided, NOTICE IS HEREBY GIVEN that on the date stated, at ten o'clock in the forenoon, Eastern Standard Time, the undersigned will, at the Saginaw Street entrance to the Court House in the City of Pontiac, Oakland County, Michigan (that being the building where the Circuit Court for the County of Oakland is held), sell at public auction to the highest bidder, the premises described in said mortgage, or so much thereof as may be necessary to pay the amount due, as aforesaid, on said mortgage, with the interest thereon at seven per cent (7%) per annum and all legal costs, together with said attorney's fee, to-wit: xyxy=(379,1845,554,1957)
notice-heading: Anderson, Wilcox, Lacy & Lawson, Attorneys, 1928 Buhl Building, Detroit, Michigan. xyxy=(10,92,176,128)
notice-body: MORTGAGE SALE—DEFAULT having been made in the conditions of a certain mortgage made by the mortgagors named herein to the mortgagee, dated and recorded in the office of the Register of Deeds for the County of Oakland and State of Michigan, in Liber of Mortgages, on page, on which mortgage there is claimed to be due at the date of this notice, for principal and interest, the sum stated herein, and an attorney's fee as provided for in said mortgage, and no suit or proceedings at law or in equity having been instituted to recover the moneys secured by said mortgage, or any part thereof. xyxy=(563,898,738,987)
legal-notice xyxy=(379,40,553,591)
notice-body: NOW, THEREFORE, by virtue of the power of sale contained in said mortgage, and pursuant to the statute of the State of Michigan in such case made and provided, NOTICE IS HEREBY GIVEN that on the date stated, at ten o'clock in the forenoon, Eastern Standard Time, the undersigned will, at the Saginaw Street entrance to the Court House in the City of Pontiac, Oakland County, Michigan (that being the building where the Circuit Court for the County of Oakland is held), sell at public auction to the highest bidder, the premises described in said mortgage, or so much thereof as may be necessary to pay the amount due, as aforesaid, on said mortgage, with the interest thereon at seven per cent (7%) per annum and all legal costs, together with said attorney's fee, to-wit: xyxy=(748,382,923,494)
notice-body: NOW, THEREFORE, by virtue of the power of sale contained in said mortgage, and pursuant to the statute of the State of Michigan in such case made and provided, NOTICE IS HEREBY GIVEN that on the date stated, at ten o'clock in the forenoon, Eastern Standard Time, the undersigned will, at the Saginaw Street entrance to the Court House in the City of Pontiac, Oakland County, Michigan (that being the building where the Circuit Court for the County of Oakland is held), sell at public auction to the highest bidder, the premises described in said mortgage, or so much thereof as may be necessary to pay the amount due, as aforesaid, on said mortgage, with the interest thereon at seven per cent (7%) per annum and all legal costs, together with said attorney's fee, to-wit: xyxy=(748,1226,923,1338)
notice-number: 698 xyxy=(727,1201,738,1209)
legal-notice xyxy=(194,40,368,591)
notice-body: Lot numbered in the Subdivision of part of the Southwest quarter of Section, Town North, Range East, according to the plat thereof as recorded in Liber of Plats on page, Oakland County Records, being situated on the East side of the street, together with the hereditaments and appurtenances thereof, in the City of Pontiac, County of Oakland, and State of Michigan. xyxy=(563,2499,738,2556)
notice-signature: JOHN N. DALEY, RECEIVER PEOPLES STATE BANK OF FARMINGTON, a Michigan Banking Corporation, Mortgagee. A. FLOYD BLAKESLEE, Attorney for Mortgagee, 503 Pontiac Bank Building, Pontiac, Michigan. xyxy=(563,1154,737,1184)
notice-body: NOW, THEREFORE, by virtue of the power of sale contained in said mortgage, and pursuant to the statute of the State of Michigan in such case made and provided, NOTICE IS HEREBY GIVEN that on the date stated, at ten o'clock in the forenoon, Eastern Standard Time, the undersigned will, at the Saginaw Street entrance to the Court House in the City of Pontiac, Oakland County, Michigan (that being the building where the Circuit Court for the County of Oakland is held), sell at public auction to the highest bidder, the premises described in said mortgage, or so much thereof as may be necessary to pay the amount due, as aforesaid, on said mortgage, with the interest thereon at seven per cent (7%) per annum and all legal costs, together with said attorney's fee, to-wit: xyxy=(379,127,554,239)
notice-body: NOW, THEREFORE, by virtue of the power of sale contained in said mortgage, and pursuant to the statute of the State of Michigan in such case made and provided, NOTICE IS HEREBY GIVEN that on the date stated, at ten o'clock in the forenoon, Eastern Standard Time, the undersigned will, at the Saginaw Street entrance to the Court House in the City of Pontiac, Oakland County, Michigan (that being the building where the Circuit Court for the County of Oakland is held), sell at public auction to the highest bidder, the premises described in said mortgage, or so much thereof as may be necessary to pay the amount due, as aforesaid, on said mortgage, with the interest thereon at seven per cent (7%) per annum and all legal costs, together with said attorney's fee, to-wit: xyxy=(10,217,185,329)
notice-body: Lot numbered in the Subdivision of part of the Southwest quarter of Section, Town North, Range East, according to the plat thereof as recorded in Liber of Plats on page, Oakland County Records, being situated on the East side of the street, together with the hereditaments and appurtenances thereof, in the City of Pontiac, County of Oakland, and State of Michigan. xyxy=(748,1931,923,1987)
notice-body: NOW, THEREFORE, by virtue of the power of sale contained in said mortgage, and pursuant to the statute of the State of Michigan in such case made and provided, NOTICE IS HEREBY GIVEN that on the date stated, at ten o'clock in the forenoon, Eastern Standard Time, the undersigned will, at the Saginaw Street entrance to the Court House in the City of Pontiac, Oakland County, Michigan (that being the building where the Circuit Court for the County of Oakland is held), sell at public auction to the highest bidder, the premises described in said mortgage, or so much thereof as may be necessary to pay the amount due, as aforesaid, on said mortgage, with the interest thereon at seven per cent (7%) per annum and all legal costs, together with said attorney's fee, to-wit: xyxy=(563,1550,738,1662)
notice-heading: Anderson, Wilcox, Lacy and Lawson, Attorneys; 1928 Buhl Building, Detroit, Michigan. xyxy=(748,2283,890,2320)
notice-body: Lot numbered in the Subdivision of part of the Southwest quarter of Section, Town North, Range East, according to the plat thereof as recorded in Liber of Plats on page, Oakland County Records, being situated on the East side of the street, together with the hereditaments and appurtenances thereof, in the City of Pontiac, County of Oakland, and State of Michigan. xyxy=(748,493,923,550)
legal-notice xyxy=(934,1441,1107,2279)
